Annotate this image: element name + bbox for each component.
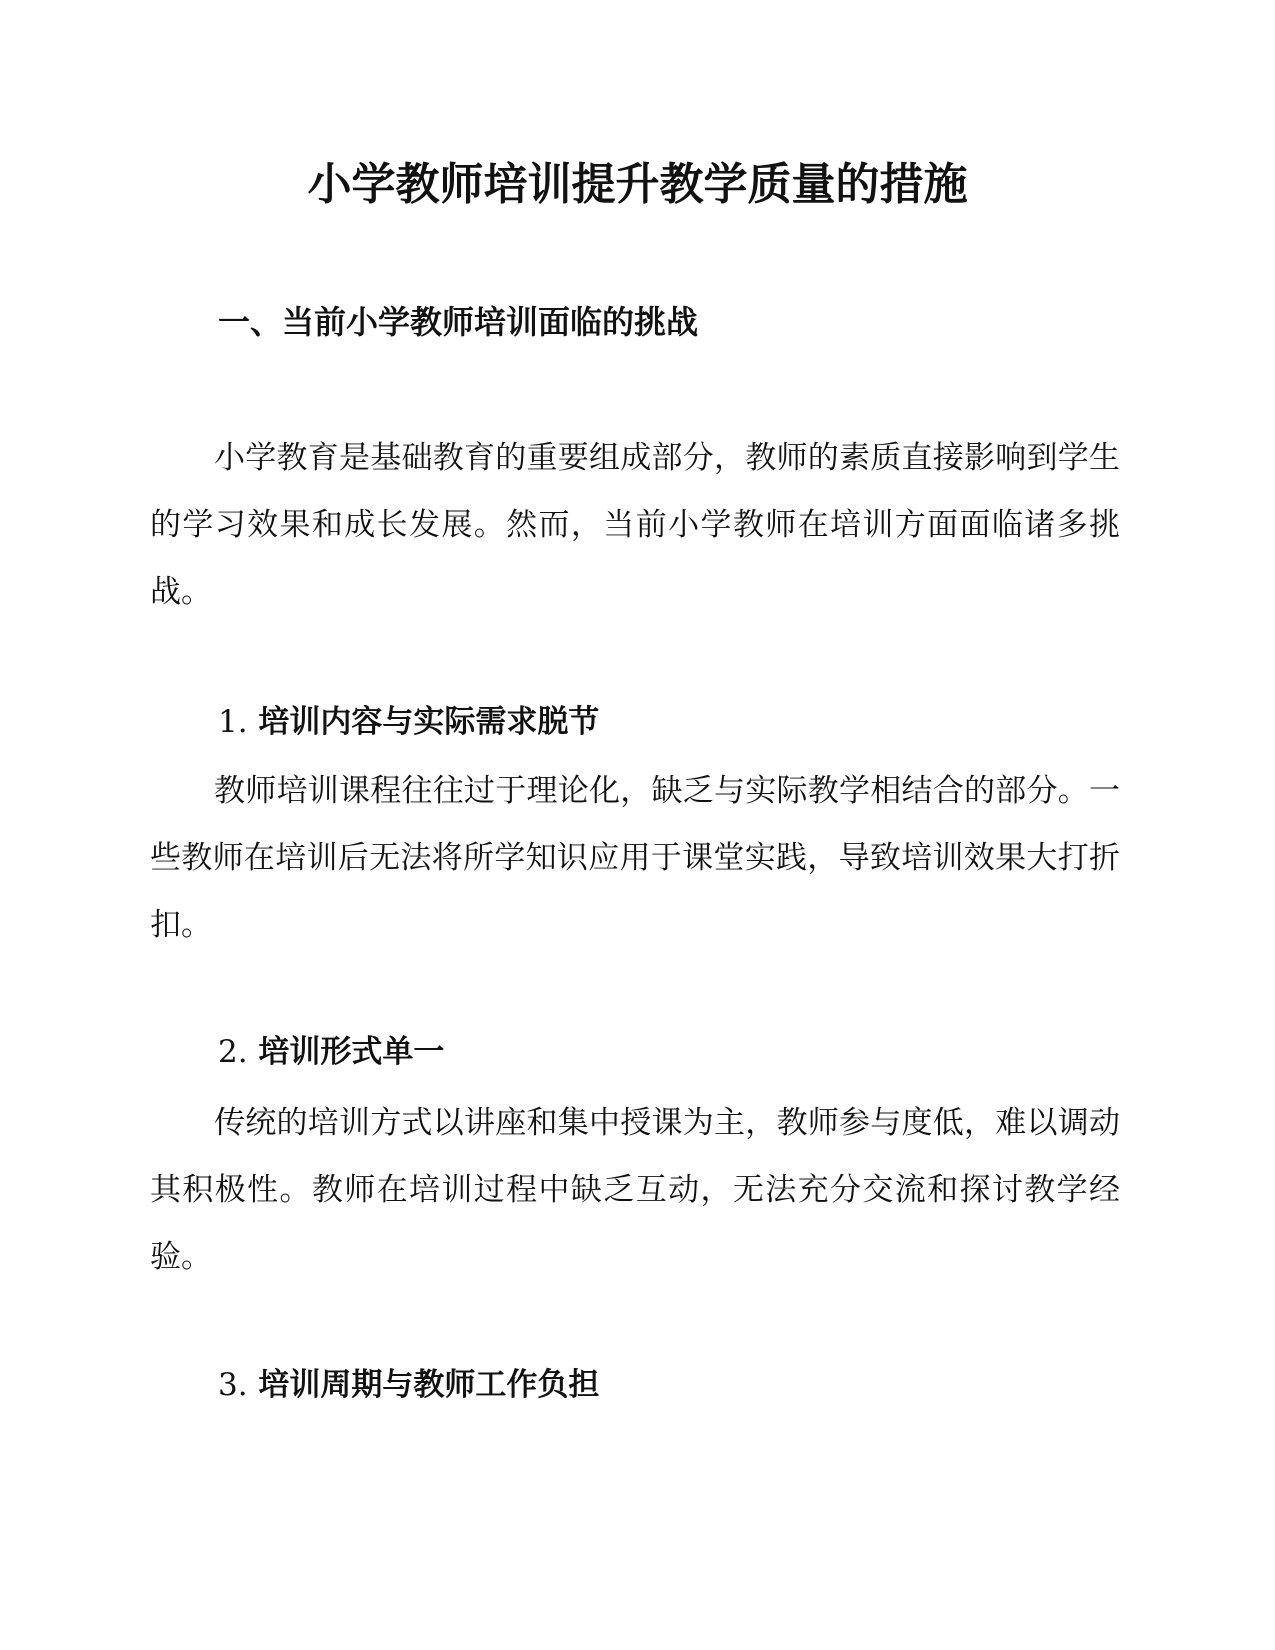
subheading-text: 培训周期与教师工作负担 <box>258 1367 600 1403</box>
subheading-text: 培训内容与实际需求脱节 <box>258 704 600 740</box>
paragraph-2: 传统的培训方式以讲座和集中授课为主，教师参与度低，难以调动其积极性。教师在培训过程中缺乏互动，无法充分交流和探讨教学经验。 <box>150 1105 1120 1275</box>
subheading-number: 3. <box>218 1367 248 1403</box>
intro-paragraph: 小学教育是基础教育的重要组成部分，教师的素质直接影响到学生的学习效果和成长发展。然而，当前小学教师在培训方面面临诸多挑战。 <box>150 440 1120 610</box>
subheading-text: 培训形式单一 <box>258 1034 445 1070</box>
subheading-number: 1. <box>218 704 248 740</box>
section-heading: 一、当前小学教师培训面临的挑战 <box>218 303 699 341</box>
subheading-number: 2. <box>218 1034 248 1070</box>
subheading-1 <box>218 700 599 744</box>
paragraph-1: 教师培训课程往往过于理论化，缺乏与实际教学相结合的部分。一些教师在培训后无法将所学知识应用于课堂实践，导致培训效果大打折扣。 <box>150 773 1120 943</box>
page-title: 小学教师培训提升教学质量的措施 <box>307 159 968 210</box>
subheading-3 <box>218 1363 599 1407</box>
subheading-2 <box>218 1030 444 1074</box>
